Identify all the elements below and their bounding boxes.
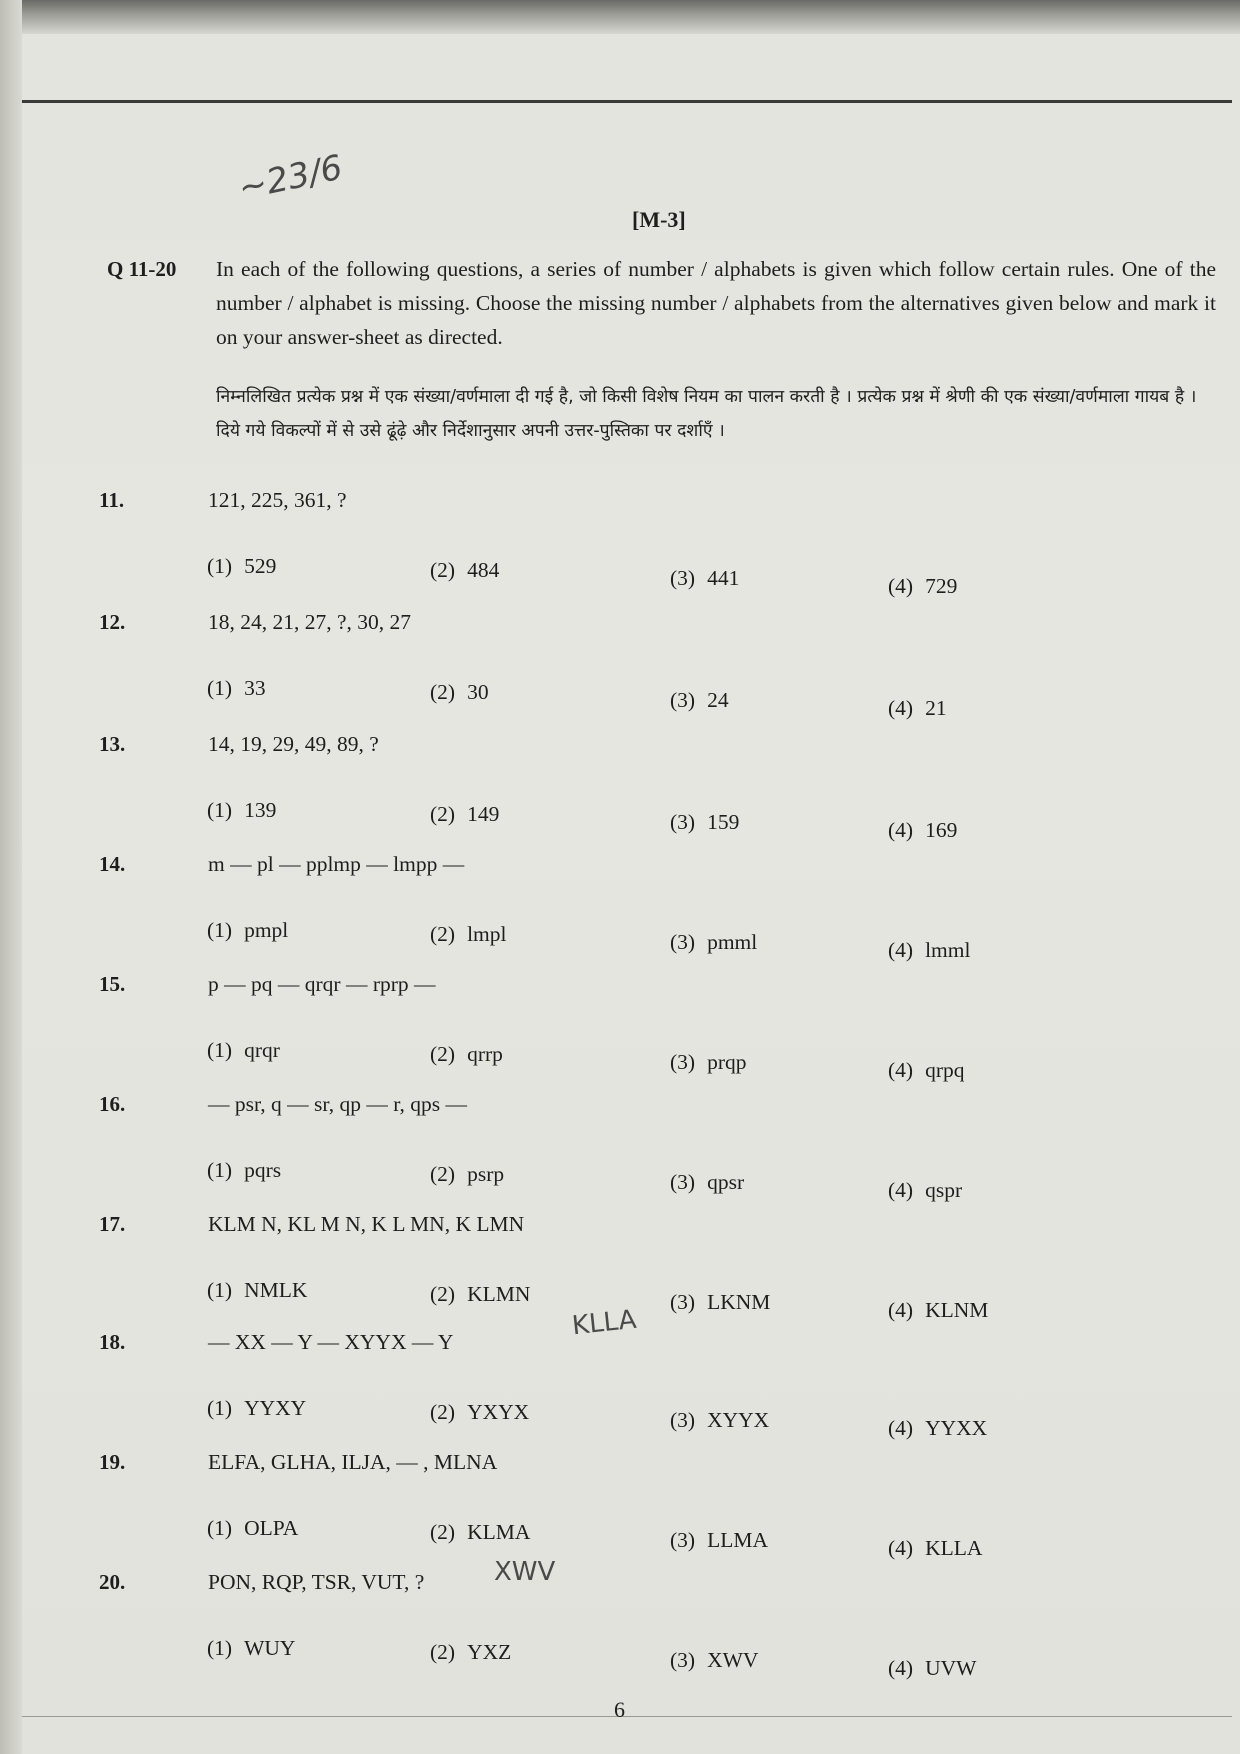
question-text: 14, 19, 29, 49, 89, ? (208, 732, 379, 756)
option-value: pmpl (244, 918, 289, 942)
page-number: 6 (614, 1697, 625, 1722)
option-number: (2) (430, 802, 456, 826)
option-number: (1) (207, 1396, 233, 1420)
answer-option[interactable] (888, 1416, 987, 1441)
question-text: KLM N, KL M N, K L MN, K LMN (208, 1212, 525, 1236)
option-number: (3) (670, 1050, 696, 1074)
option-number: (1) (207, 1278, 233, 1302)
option-value: YYXX (925, 1416, 988, 1440)
question-number: 13. (99, 732, 126, 756)
question-text: PON, RQP, TSR, VUT, ? (208, 1570, 425, 1594)
answer-option[interactable] (430, 1640, 511, 1665)
option-number: (3) (670, 688, 696, 712)
answer-option[interactable] (430, 1400, 529, 1425)
question-text: — XX — Y — XYYX — Y (208, 1330, 454, 1354)
option-number: (1) (207, 554, 233, 578)
option-number: (4) (888, 574, 914, 598)
option-number: (3) (670, 1408, 696, 1432)
question-text: 121, 225, 361, ? (208, 488, 347, 512)
option-value: 484 (467, 558, 500, 582)
option-value: 729 (925, 574, 958, 598)
option-value: XWV (707, 1648, 759, 1672)
option-value: 149 (467, 802, 500, 826)
answer-option[interactable] (207, 1516, 298, 1541)
option-number: (2) (430, 680, 456, 704)
option-number: (4) (888, 1178, 914, 1202)
answer-option[interactable] (670, 1290, 770, 1315)
answer-option[interactable] (888, 1178, 962, 1203)
option-number: (4) (888, 818, 914, 842)
option-number: (3) (670, 1290, 696, 1314)
option-number: (4) (888, 696, 914, 720)
option-value: 33 (244, 676, 266, 700)
option-value: LLMA (707, 1528, 768, 1552)
instruction-english: In each of the following questions, a series of number / alphabets is given which follow certain rules. One of the number / alphabet is missing. Choose the missing number / alphabets from the alternatives given below and mark it on your answer-sheet as directed. (216, 257, 1216, 349)
option-number: (1) (207, 918, 233, 942)
question-text: ELFA, GLHA, ILJA, — , MLNA (208, 1450, 498, 1474)
answer-option[interactable] (207, 1278, 307, 1303)
option-value: 21 (925, 696, 947, 720)
answer-option[interactable] (670, 1528, 768, 1553)
handwritten-mark: ~23/6 (234, 147, 346, 209)
answer-option[interactable] (207, 1396, 306, 1421)
footer-rule (22, 1716, 1232, 1717)
answer-option[interactable] (207, 554, 276, 579)
answer-option[interactable] (207, 1636, 295, 1661)
instruction-hindi: निम्नलिखित प्रत्येक प्रश्न में एक संख्या/वर्णमाला दी गई है, जो किसी विशेष नियम का पालन करती है । प्रत्येक प्रश्न में श्रेणी की एक संख्या/वर्णमाला गायब है । दिये गये विकल्पों में से उसे ढूंढ़े और निर्देशानुसार अपनी उत्तर-पुस्तिका पर दर्शाएँ । (216, 387, 1197, 441)
option-number: (4) (888, 1416, 914, 1440)
answer-option[interactable] (430, 802, 499, 827)
option-value: qrrp (467, 1042, 503, 1066)
answer-option[interactable] (207, 1038, 280, 1063)
question-text: 18, 24, 21, 27, ?, 30, 27 (208, 610, 412, 634)
answer-option[interactable] (670, 1408, 769, 1433)
answer-option[interactable] (670, 930, 757, 955)
option-number: (1) (207, 1038, 233, 1062)
option-value: KLLA (925, 1536, 983, 1560)
option-number: (2) (430, 1640, 456, 1664)
option-value: qrpq (925, 1058, 965, 1082)
option-number: (1) (207, 798, 233, 822)
answer-option[interactable] (670, 1050, 747, 1075)
answer-option[interactable] (670, 1648, 758, 1673)
option-value: lmml (925, 938, 971, 962)
option-number: (4) (888, 1536, 914, 1560)
option-number: (3) (670, 566, 696, 590)
option-value: pqrs (244, 1158, 282, 1182)
option-number: (1) (207, 1516, 233, 1540)
option-number: (2) (430, 1400, 456, 1424)
answer-option[interactable] (888, 1298, 988, 1323)
option-number: (2) (430, 1042, 456, 1066)
answer-option[interactable] (207, 1158, 281, 1183)
answer-option[interactable] (430, 1282, 530, 1307)
option-number: (2) (430, 1282, 456, 1306)
answer-option[interactable] (888, 1656, 976, 1681)
option-value: LKNM (707, 1290, 771, 1314)
option-number: (1) (207, 1158, 233, 1182)
answer-option[interactable] (207, 676, 266, 701)
option-value: prqp (707, 1050, 747, 1074)
question-number: 14. (99, 852, 126, 876)
question-number: 20. (99, 1570, 126, 1594)
question-number: 11. (99, 488, 125, 512)
option-value: 169 (925, 818, 958, 842)
question-number: 17. (99, 1212, 126, 1236)
answer-option[interactable] (430, 1042, 503, 1067)
option-value: 159 (707, 810, 740, 834)
option-value: OLPA (244, 1516, 299, 1540)
answer-option[interactable] (430, 680, 489, 705)
answer-option[interactable] (670, 688, 729, 713)
option-value: KLMN (467, 1282, 531, 1306)
option-number: (3) (670, 1528, 696, 1552)
option-number: (3) (670, 930, 696, 954)
option-value: 139 (244, 798, 277, 822)
instruction-label: Q 11-20 (107, 257, 177, 281)
option-number: (4) (888, 1058, 914, 1082)
answer-option[interactable] (888, 696, 947, 721)
section-code: [M-3] (632, 207, 686, 232)
option-number: (3) (670, 810, 696, 834)
option-number: (3) (670, 1170, 696, 1194)
option-value: YXYX (467, 1400, 530, 1424)
answer-option[interactable] (430, 922, 507, 947)
option-value: XYYX (707, 1408, 770, 1432)
header-rule (22, 100, 1232, 103)
question-text: — psr, q — sr, qp — r, qps — (208, 1092, 467, 1116)
answer-option[interactable] (670, 1170, 744, 1195)
option-value: WUY (244, 1636, 296, 1660)
option-value: KLNM (925, 1298, 989, 1322)
option-value: 441 (707, 566, 740, 590)
option-value: 529 (244, 554, 277, 578)
option-number: (4) (888, 1656, 914, 1680)
option-value: UVW (925, 1656, 977, 1680)
option-number: (3) (670, 1648, 696, 1672)
question-number: 18. (99, 1330, 126, 1354)
option-value: YYXY (244, 1396, 307, 1420)
scan-top-shadow (0, 0, 1240, 34)
option-value: 30 (467, 680, 489, 704)
question-number: 16. (99, 1092, 126, 1116)
answer-option[interactable] (430, 1520, 530, 1545)
option-number: (1) (207, 676, 233, 700)
option-number: (2) (430, 1162, 456, 1186)
answer-option[interactable] (430, 558, 499, 583)
option-number: (4) (888, 938, 914, 962)
answer-option[interactable] (888, 1536, 982, 1561)
answer-option[interactable] (888, 818, 957, 843)
question-number: 19. (99, 1450, 126, 1474)
question-text: p — pq — qrqr — rprp — (208, 972, 436, 996)
handwritten-answer-q20: XWV (494, 1557, 556, 1587)
option-number: (4) (888, 1298, 914, 1322)
answer-option[interactable] (670, 810, 739, 835)
answer-option[interactable] (207, 918, 288, 943)
question-number: 12. (99, 610, 126, 634)
question-text: m — pl — pplmp — lmpp — (208, 852, 465, 876)
option-value: psrp (467, 1162, 505, 1186)
option-number: (2) (430, 922, 456, 946)
answer-option[interactable] (888, 1058, 965, 1083)
scan-left-edge (0, 0, 22, 1754)
option-number: (1) (207, 1636, 233, 1660)
answer-option[interactable] (670, 566, 739, 591)
option-value: KLMA (467, 1520, 531, 1544)
option-value: pmml (707, 930, 758, 954)
handwritten-answer-q19: KLLA (570, 1304, 638, 1342)
option-value: YXZ (467, 1640, 512, 1664)
option-number: (2) (430, 558, 456, 582)
option-value: NMLK (244, 1278, 308, 1302)
option-value: qpsr (707, 1170, 745, 1194)
option-value: qrqr (244, 1038, 280, 1062)
answer-option[interactable] (888, 574, 957, 599)
option-value: lmpl (467, 922, 507, 946)
option-value: qspr (925, 1178, 963, 1202)
question-number: 15. (99, 972, 126, 996)
answer-option[interactable] (207, 798, 276, 823)
option-number: (2) (430, 1520, 456, 1544)
answer-option[interactable] (430, 1162, 504, 1187)
option-value: 24 (707, 688, 729, 712)
answer-option[interactable] (888, 938, 970, 963)
